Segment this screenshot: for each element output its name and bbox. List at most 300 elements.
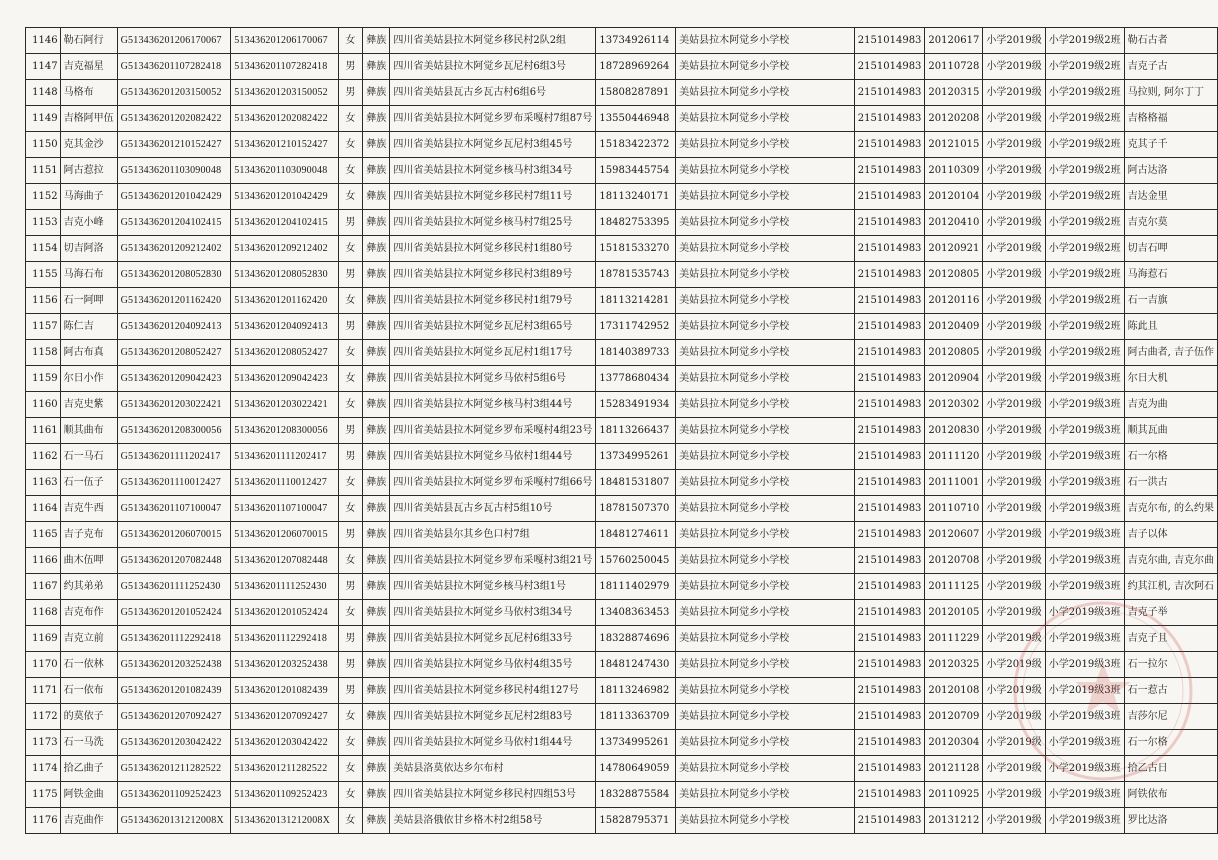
id-card-number: 513436201111252430 [231, 574, 338, 600]
class-name: 小学2019级3班 [1045, 808, 1124, 834]
student-name: 勒石阿行 [60, 28, 117, 54]
birth-date: 20120304 [925, 730, 983, 756]
school-code: 2151014983 [854, 106, 925, 132]
student-name: 尔日小作 [60, 366, 117, 392]
grade: 小学2019级 [983, 548, 1045, 574]
phone-number: 14780649059 [596, 756, 676, 782]
guardian-name: 拾乙古日 [1124, 756, 1217, 782]
student-name: 吉克立前 [60, 626, 117, 652]
id-card-number: 513436201203150052 [231, 80, 338, 106]
class-name: 小学2019级2班 [1045, 158, 1124, 184]
student-id: G513436201111202417 [117, 444, 231, 470]
ethnicity: 彝族 [363, 496, 390, 522]
id-card-number: 513436201208052830 [231, 262, 338, 288]
school-code: 2151014983 [854, 574, 925, 600]
ethnicity: 彝族 [363, 756, 390, 782]
school-code: 2151014983 [854, 210, 925, 236]
id-card-number: 513436201209042423 [231, 366, 338, 392]
birth-date: 20121128 [925, 756, 983, 782]
gender: 女 [338, 106, 362, 132]
home-address: 四川省美姑县尔其乡色口村7组 [390, 522, 596, 548]
guardian-name: 马海惹石 [1124, 262, 1217, 288]
guardian-name: 石一尔格 [1124, 730, 1217, 756]
row-number: 1147 [26, 54, 61, 80]
grade: 小学2019级 [983, 418, 1045, 444]
row-number: 1168 [26, 600, 61, 626]
table-row [26, 574, 1218, 600]
birth-date: 20110710 [925, 496, 983, 522]
school-code: 2151014983 [854, 132, 925, 158]
ethnicity: 彝族 [363, 418, 390, 444]
student-name: 约其弟弟 [60, 574, 117, 600]
birth-date: 20110309 [925, 158, 983, 184]
school-code: 2151014983 [854, 28, 925, 54]
class-name: 小学2019级3班 [1045, 522, 1124, 548]
row-number: 1157 [26, 314, 61, 340]
table-row [26, 704, 1218, 730]
row-number: 1152 [26, 184, 61, 210]
id-card-number: 51343620131212008X [231, 808, 338, 834]
phone-number: 18113246982 [596, 678, 676, 704]
class-name: 小学2019级3班 [1045, 678, 1124, 704]
student-name: 顺其曲布 [60, 418, 117, 444]
birth-date: 20110728 [925, 54, 983, 80]
school-name: 美姑县拉木阿觉乡小学校 [676, 340, 855, 366]
home-address: 四川省美姑县拉木阿觉乡瓦尼村1组17号 [390, 340, 596, 366]
row-number: 1169 [26, 626, 61, 652]
home-address: 四川省美姑县拉木阿觉乡移民村1组80号 [390, 236, 596, 262]
birth-date: 20110925 [925, 782, 983, 808]
phone-number: 18781535743 [596, 262, 676, 288]
phone-number: 15828795371 [596, 808, 676, 834]
table-row [26, 808, 1218, 834]
birth-date: 20120105 [925, 600, 983, 626]
phone-number: 17311742952 [596, 314, 676, 340]
grade: 小学2019级 [983, 28, 1045, 54]
student-id: G51343620131212008X [117, 808, 231, 834]
student-id: G513436201107282418 [117, 54, 231, 80]
grade: 小学2019级 [983, 782, 1045, 808]
phone-number: 15808287891 [596, 80, 676, 106]
row-number: 1161 [26, 418, 61, 444]
student-id: G513436201202082422 [117, 106, 231, 132]
table-row [26, 80, 1218, 106]
table-row [26, 600, 1218, 626]
grade: 小学2019级 [983, 444, 1045, 470]
student-id: G513436201201162420 [117, 288, 231, 314]
school-name: 美姑县拉木阿觉乡小学校 [676, 314, 855, 340]
ethnicity: 彝族 [363, 678, 390, 704]
ethnicity: 彝族 [363, 548, 390, 574]
guardian-name: 约其江机, 吉次阿石 [1124, 574, 1217, 600]
school-name: 美姑县拉木阿觉乡小学校 [676, 262, 855, 288]
school-name: 美姑县拉木阿觉乡小学校 [676, 782, 855, 808]
school-code: 2151014983 [854, 262, 925, 288]
guardian-name: 吉克子举 [1124, 600, 1217, 626]
ethnicity: 彝族 [363, 106, 390, 132]
id-card-number: 513436201201082439 [231, 678, 338, 704]
class-name: 小学2019级2班 [1045, 54, 1124, 80]
school-code: 2151014983 [854, 756, 925, 782]
birth-date: 20111125 [925, 574, 983, 600]
gender: 女 [338, 782, 362, 808]
guardian-name: 切吉石呷 [1124, 236, 1217, 262]
gender: 男 [338, 262, 362, 288]
school-code: 2151014983 [854, 496, 925, 522]
phone-number: 15283491934 [596, 392, 676, 418]
student-id: G513436201206070015 [117, 522, 231, 548]
row-number: 1153 [26, 210, 61, 236]
ethnicity: 彝族 [363, 782, 390, 808]
row-number: 1171 [26, 678, 61, 704]
ethnicity: 彝族 [363, 704, 390, 730]
ethnicity: 彝族 [363, 262, 390, 288]
birth-date: 20111120 [925, 444, 983, 470]
guardian-name: 陈此且 [1124, 314, 1217, 340]
gender: 女 [338, 470, 362, 496]
home-address: 四川省美姑县拉木阿觉乡核马村7组25号 [390, 210, 596, 236]
class-name: 小学2019级2班 [1045, 236, 1124, 262]
school-name: 美姑县拉木阿觉乡小学校 [676, 626, 855, 652]
birth-date: 20120708 [925, 548, 983, 574]
id-card-number: 513436201103090048 [231, 158, 338, 184]
home-address: 四川省美姑县瓦古乡瓦古村5组10号 [390, 496, 596, 522]
school-name: 美姑县拉木阿觉乡小学校 [676, 28, 855, 54]
home-address: 四川省美姑县拉木阿觉乡瓦尼村3组45号 [390, 132, 596, 158]
guardian-name: 石一吉旗 [1124, 288, 1217, 314]
student-id: G513436201110012427 [117, 470, 231, 496]
row-number: 1156 [26, 288, 61, 314]
gender: 男 [338, 314, 362, 340]
home-address: 四川省美姑县拉木阿觉乡罗布采嘎村7组87号 [390, 106, 596, 132]
grade: 小学2019级 [983, 626, 1045, 652]
table-row [26, 782, 1218, 808]
birth-date: 20120409 [925, 314, 983, 340]
guardian-name: 尔日大机 [1124, 366, 1217, 392]
id-card-number: 513436201207092427 [231, 704, 338, 730]
class-name: 小学2019级2班 [1045, 106, 1124, 132]
table-row [26, 106, 1218, 132]
phone-number: 18113240171 [596, 184, 676, 210]
phone-number: 15183422372 [596, 132, 676, 158]
gender: 男 [338, 522, 362, 548]
student-name: 吉克小峰 [60, 210, 117, 236]
school-code: 2151014983 [854, 418, 925, 444]
ethnicity: 彝族 [363, 574, 390, 600]
school-code: 2151014983 [854, 184, 925, 210]
student-id: G513436201210152427 [117, 132, 231, 158]
ethnicity: 彝族 [363, 392, 390, 418]
school-code: 2151014983 [854, 730, 925, 756]
gender: 女 [338, 496, 362, 522]
home-address: 四川省美姑县拉木阿觉乡罗布采嘎村7组66号 [390, 470, 596, 496]
row-number: 1154 [26, 236, 61, 262]
id-card-number: 513436201109252423 [231, 782, 338, 808]
table-row [26, 522, 1218, 548]
student-name: 切吉阿洛 [60, 236, 117, 262]
grade: 小学2019级 [983, 314, 1045, 340]
ethnicity: 彝族 [363, 132, 390, 158]
phone-number: 13734995261 [596, 444, 676, 470]
table-row [26, 340, 1218, 366]
school-code: 2151014983 [854, 444, 925, 470]
grade: 小学2019级 [983, 340, 1045, 366]
gender: 男 [338, 678, 362, 704]
guardian-name: 石一拉尔 [1124, 652, 1217, 678]
grade: 小学2019级 [983, 704, 1045, 730]
school-name: 美姑县拉木阿觉乡小学校 [676, 678, 855, 704]
gender: 女 [338, 288, 362, 314]
phone-number: 18111402979 [596, 574, 676, 600]
school-name: 美姑县拉木阿觉乡小学校 [676, 366, 855, 392]
table-row [26, 444, 1218, 470]
school-code: 2151014983 [854, 314, 925, 340]
phone-number: 13734926114 [596, 28, 676, 54]
ethnicity: 彝族 [363, 288, 390, 314]
home-address: 美姑县洛俄依甘乡格木村2组58号 [390, 808, 596, 834]
school-code: 2151014983 [854, 704, 925, 730]
table-row [26, 54, 1218, 80]
row-number: 1170 [26, 652, 61, 678]
home-address: 四川省美姑县拉木阿觉乡马依村1组44号 [390, 444, 596, 470]
birth-date: 20120302 [925, 392, 983, 418]
student-name: 吉克布作 [60, 600, 117, 626]
guardian-name: 石一洪古 [1124, 470, 1217, 496]
gender: 女 [338, 28, 362, 54]
student-id: G513436201203252438 [117, 652, 231, 678]
row-number: 1173 [26, 730, 61, 756]
ethnicity: 彝族 [363, 470, 390, 496]
guardian-name: 马拉则, 阿尔丁丁 [1124, 80, 1217, 106]
guardian-name: 吉达金里 [1124, 184, 1217, 210]
school-code: 2151014983 [854, 158, 925, 184]
guardian-name: 吉莎尔尼 [1124, 704, 1217, 730]
school-code: 2151014983 [854, 652, 925, 678]
student-name: 阿古惹拉 [60, 158, 117, 184]
class-name: 小学2019级3班 [1045, 574, 1124, 600]
school-name: 美姑县拉木阿觉乡小学校 [676, 808, 855, 834]
birth-date: 20120921 [925, 236, 983, 262]
phone-number: 18781507370 [596, 496, 676, 522]
table-row [26, 262, 1218, 288]
ethnicity: 彝族 [363, 158, 390, 184]
student-id: G513436201112292418 [117, 626, 231, 652]
row-number: 1150 [26, 132, 61, 158]
home-address: 四川省美姑县拉木阿觉乡移民村3组89号 [390, 262, 596, 288]
guardian-name: 罗比达洛 [1124, 808, 1217, 834]
class-name: 小学2019级3班 [1045, 418, 1124, 444]
class-name: 小学2019级3班 [1045, 366, 1124, 392]
birth-date: 20120325 [925, 652, 983, 678]
birth-date: 20111001 [925, 470, 983, 496]
table-row [26, 496, 1218, 522]
school-name: 美姑县拉木阿觉乡小学校 [676, 54, 855, 80]
ethnicity: 彝族 [363, 600, 390, 626]
school-code: 2151014983 [854, 626, 925, 652]
row-number: 1155 [26, 262, 61, 288]
student-id: G513436201203022421 [117, 392, 231, 418]
student-name: 曲木伍呷 [60, 548, 117, 574]
gender: 男 [338, 652, 362, 678]
class-name: 小学2019级3班 [1045, 626, 1124, 652]
home-address: 四川省美姑县拉木阿觉乡马依村4组35号 [390, 652, 596, 678]
student-name: 石一依林 [60, 652, 117, 678]
phone-number: 18481531807 [596, 470, 676, 496]
school-code: 2151014983 [854, 392, 925, 418]
phone-number: 18113363709 [596, 704, 676, 730]
school-name: 美姑县拉木阿觉乡小学校 [676, 236, 855, 262]
ethnicity: 彝族 [363, 210, 390, 236]
gender: 女 [338, 756, 362, 782]
table-row [26, 652, 1218, 678]
id-card-number: 513436201203252438 [231, 652, 338, 678]
id-card-number: 513436201110012427 [231, 470, 338, 496]
student-id: G513436201207092427 [117, 704, 231, 730]
student-name: 拾乙曲子 [60, 756, 117, 782]
guardian-name: 石一尔格 [1124, 444, 1217, 470]
student-id: G513436201111252430 [117, 574, 231, 600]
student-id: G513436201201052424 [117, 600, 231, 626]
student-name: 吉格阿甲伍 [60, 106, 117, 132]
student-id: G513436201209042423 [117, 366, 231, 392]
row-number: 1162 [26, 444, 61, 470]
id-card-number: 513436201112292418 [231, 626, 338, 652]
gender: 女 [338, 236, 362, 262]
gender: 女 [338, 184, 362, 210]
guardian-name: 阿古达洛 [1124, 158, 1217, 184]
school-code: 2151014983 [854, 366, 925, 392]
table-row [26, 548, 1218, 574]
grade: 小学2019级 [983, 366, 1045, 392]
home-address: 四川省美姑县拉木阿觉乡罗布采嘎村4组23号 [390, 418, 596, 444]
school-name: 美姑县拉木阿觉乡小学校 [676, 210, 855, 236]
home-address: 美姑县洛莫依达乡尔布村 [390, 756, 596, 782]
table-row [26, 28, 1218, 54]
table-row [26, 678, 1218, 704]
id-card-number: 513436201207082448 [231, 548, 338, 574]
grade: 小学2019级 [983, 262, 1045, 288]
class-name: 小学2019级2班 [1045, 262, 1124, 288]
birth-date: 20120108 [925, 678, 983, 704]
school-name: 美姑县拉木阿觉乡小学校 [676, 730, 855, 756]
gender: 男 [338, 574, 362, 600]
gender: 男 [338, 210, 362, 236]
row-number: 1148 [26, 80, 61, 106]
gender: 女 [338, 600, 362, 626]
phone-number: 18140389733 [596, 340, 676, 366]
class-name: 小学2019级2班 [1045, 340, 1124, 366]
grade: 小学2019级 [983, 106, 1045, 132]
home-address: 四川省美姑县拉木阿觉乡马依村1组44号 [390, 730, 596, 756]
id-card-number: 513436201111202417 [231, 444, 338, 470]
id-card-number: 513436201206170067 [231, 28, 338, 54]
guardian-name: 顺其瓦曲 [1124, 418, 1217, 444]
grade: 小学2019级 [983, 652, 1045, 678]
table-row [26, 184, 1218, 210]
row-number: 1165 [26, 522, 61, 548]
student-name: 陈仁吉 [60, 314, 117, 340]
school-name: 美姑县拉木阿觉乡小学校 [676, 522, 855, 548]
id-card-number: 513436201208052427 [231, 340, 338, 366]
home-address: 四川省美姑县拉木阿觉乡移民村1组79号 [390, 288, 596, 314]
row-number: 1163 [26, 470, 61, 496]
class-name: 小学2019级3班 [1045, 730, 1124, 756]
gender: 女 [338, 808, 362, 834]
phone-number: 18113214281 [596, 288, 676, 314]
school-code: 2151014983 [854, 600, 925, 626]
class-name: 小学2019级2班 [1045, 28, 1124, 54]
birth-date: 20120410 [925, 210, 983, 236]
class-name: 小学2019级3班 [1045, 782, 1124, 808]
school-code: 2151014983 [854, 288, 925, 314]
row-number: 1146 [26, 28, 61, 54]
row-number: 1158 [26, 340, 61, 366]
grade: 小学2019级 [983, 600, 1045, 626]
ethnicity: 彝族 [363, 626, 390, 652]
class-name: 小学2019级2班 [1045, 314, 1124, 340]
gender: 男 [338, 626, 362, 652]
gender: 女 [338, 730, 362, 756]
phone-number: 18728969264 [596, 54, 676, 80]
row-number: 1176 [26, 808, 61, 834]
id-card-number: 513436201201162420 [231, 288, 338, 314]
row-number: 1160 [26, 392, 61, 418]
gender: 男 [338, 80, 362, 106]
class-name: 小学2019级3班 [1045, 756, 1124, 782]
student-id: G513436201103090048 [117, 158, 231, 184]
student-name: 石一依布 [60, 678, 117, 704]
student-id: G513436201209212402 [117, 236, 231, 262]
school-code: 2151014983 [854, 54, 925, 80]
table-row [26, 626, 1218, 652]
table-row [26, 470, 1218, 496]
student-name: 吉克史紫 [60, 392, 117, 418]
id-card-number: 513436201210152427 [231, 132, 338, 158]
home-address: 四川省美姑县拉木阿觉乡移民村四组53号 [390, 782, 596, 808]
student-name: 石一马洗 [60, 730, 117, 756]
birth-date: 20131212 [925, 808, 983, 834]
school-name: 美姑县拉木阿觉乡小学校 [676, 288, 855, 314]
grade: 小学2019级 [983, 678, 1045, 704]
school-code: 2151014983 [854, 522, 925, 548]
gender: 男 [338, 54, 362, 80]
school-code: 2151014983 [854, 808, 925, 834]
phone-number: 18328874696 [596, 626, 676, 652]
id-card-number: 513436201107100047 [231, 496, 338, 522]
grade: 小学2019级 [983, 184, 1045, 210]
ethnicity: 彝族 [363, 184, 390, 210]
phone-number: 13550446948 [596, 106, 676, 132]
guardian-name: 吉克尔曲, 吉克尔曲 [1124, 548, 1217, 574]
class-name: 小学2019级2班 [1045, 288, 1124, 314]
class-name: 小学2019级3班 [1045, 470, 1124, 496]
student-id: G513436201203150052 [117, 80, 231, 106]
row-number: 1149 [26, 106, 61, 132]
school-code: 2151014983 [854, 236, 925, 262]
guardian-name: 勒石古者 [1124, 28, 1217, 54]
grade: 小学2019级 [983, 522, 1045, 548]
birth-date: 20120116 [925, 288, 983, 314]
guardian-name: 阿古曲者, 吉子伍作 [1124, 340, 1217, 366]
student-name: 石一伍子 [60, 470, 117, 496]
row-number: 1167 [26, 574, 61, 600]
school-name: 美姑县拉木阿觉乡小学校 [676, 652, 855, 678]
school-name: 美姑县拉木阿觉乡小学校 [676, 548, 855, 574]
ethnicity: 彝族 [363, 652, 390, 678]
table-row [26, 730, 1218, 756]
id-card-number: 513436201204092413 [231, 314, 338, 340]
student-id: G513436201208052427 [117, 340, 231, 366]
